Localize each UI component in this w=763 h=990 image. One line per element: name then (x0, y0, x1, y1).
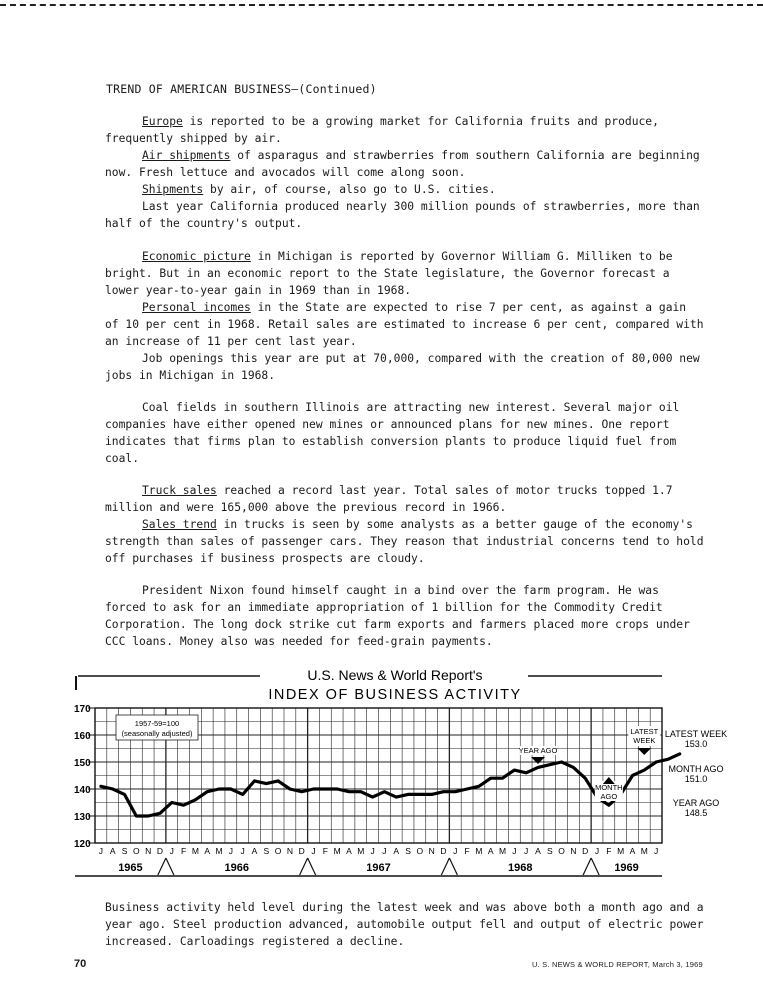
year-label: 1967 (366, 862, 391, 874)
month-label: N (570, 846, 577, 856)
paragraph: Shipments by air, of course, also go to U.S. cities. (142, 183, 496, 196)
month-label: S (263, 846, 270, 856)
side-label-value: 151.0 (684, 774, 708, 784)
month-label: O (133, 846, 140, 856)
underlined-lead: Sales trend (142, 518, 217, 531)
side-label-value: 148.5 (684, 808, 708, 818)
month-label: N (145, 846, 152, 856)
underlined-lead: Personal incomes (142, 301, 251, 314)
month-label: J (169, 846, 174, 856)
chart-subtitle: INDEX OF BUSINESS ACTIVITY (268, 687, 522, 703)
paragraph: Job openings this year are put at 70,000, compared with the creation of 80,000 new jobs in Michigan in 1968. (105, 352, 700, 382)
paragraph: Coal fields in southern Illinois are attracting new interest. Several major oil companies have either opened new mines or announced plans for new mines. One report indicates that firms plan to establish conversion plants to produce liquid fuel from coal. (105, 401, 680, 465)
month-label: D (440, 846, 447, 856)
note-text: (seasonally adjusted) (121, 729, 193, 738)
year-label: 1966 (224, 862, 249, 874)
month-label: M (617, 846, 625, 856)
year-separator (441, 858, 449, 875)
month-label: N (286, 846, 293, 856)
latest-week-label: WEEK (633, 736, 656, 745)
chart-summary-text: Business activity held level during the latest week and was above both a month ago and a year ago. Steel production advanced, automobile output fell and output of electric power increased. Carloadings registered a decline. (105, 901, 704, 948)
month-label: N (428, 846, 435, 856)
y-tick-label: 170 (74, 704, 91, 715)
page-number: 70 (74, 958, 87, 970)
month-ago-label: MONTH (595, 783, 623, 792)
underlined-lead: Europe (142, 115, 183, 128)
month-label: M (191, 846, 199, 856)
month-label: A (629, 846, 636, 856)
side-label-title: MONTH AGO (668, 764, 724, 774)
month-label: J (370, 846, 375, 856)
month-label: S (546, 846, 553, 856)
latest-week-label: LATEST (630, 727, 659, 736)
year-separator (308, 858, 316, 875)
latest-week-marker (637, 748, 651, 755)
month-label: O (274, 846, 282, 856)
month-label: M (333, 846, 341, 856)
month-label: F (322, 846, 328, 856)
month-label: A (251, 846, 258, 856)
year-separator (158, 858, 166, 875)
paragraph: Sales trend in trucks is seen by some analysts as a better gauge of the economy's strength than sales of passenger cars. They reason that industrial concerns tend to hold off purchases if business prospects are cloudy. (105, 518, 704, 565)
month-label: J (594, 846, 600, 856)
chart-summary (105, 899, 705, 950)
month-label: A (204, 846, 211, 856)
month-label: J (524, 846, 529, 856)
month-label: S (121, 846, 128, 856)
paragraph: Personal incomes in the State are expected to rise 7 per cent, as against a gain of 10 per cent in 1968. Retail sales are estimated to increase 6 per cent, compared with an increase of 11 per cent last year. (105, 301, 704, 348)
month-label: A (487, 846, 494, 856)
side-label-title: LATEST WEEK (664, 729, 728, 739)
month-label: A (535, 846, 541, 856)
year-label: 1968 (508, 862, 533, 874)
month-label: O (558, 846, 565, 856)
month-label: O (416, 846, 424, 856)
year-separator (300, 858, 308, 875)
article-section-trucks (105, 482, 705, 567)
chart-title: U.S. News & World Report's (307, 667, 483, 683)
page-heading: TREND OF AMERICAN BUSINESS—(Continued) (106, 82, 377, 96)
underlined-lead: Shipments (142, 183, 204, 196)
month-label: F (464, 846, 470, 856)
month-ago-label: AGO (600, 792, 618, 801)
paragraph: President Nixon found himself caught in a bind over the farm program. He was forced to ask for an immediate appropriation of 1 billion for the Commodity Credit Corporation. The long dock strike cut farm exports and farmers placed more crops under CCC loans. Money also was needed for feed-grain payments. (105, 584, 690, 648)
paragraph: Truck sales reached a record last year. Total sales of motor trucks topped 1.7 million and were 165,000 above the previous record in 1966. (105, 484, 673, 514)
month-label: J (98, 846, 104, 856)
article-section-coal (105, 399, 705, 467)
y-tick-label: 160 (74, 731, 91, 742)
month-label: D (156, 846, 164, 856)
year-separator (449, 858, 457, 875)
y-tick-label: 150 (74, 758, 91, 769)
article-section-california (105, 113, 705, 232)
year-separator (591, 858, 599, 875)
year-ago-label: YEAR AGO (518, 746, 558, 755)
business-index-chart (70, 660, 750, 885)
month-label: J (512, 846, 517, 856)
month-label: J (240, 846, 245, 856)
year-separator (583, 858, 591, 875)
month-label: J (311, 846, 316, 856)
month-label: M (215, 846, 223, 856)
publication-credit: U. S. NEWS & WORLD REPORT, March 3, 1969 (532, 960, 703, 969)
month-label: A (346, 846, 352, 856)
paragraph: Air shipments of asparagus and strawberries from southern California are beginning now. Fresh lettuce and avocados will come along soon. (105, 149, 700, 179)
note-text: 1957-59=100 (134, 719, 180, 728)
underlined-lead: Economic picture (142, 250, 251, 263)
month-label: J (382, 846, 387, 856)
side-label-value: 153.0 (684, 739, 708, 749)
paragraph: Europe is reported to be a growing market for California fruits and produce, frequently shipped by air. (105, 115, 659, 145)
y-tick-label: 120 (74, 839, 91, 850)
article-section-michigan (105, 248, 705, 384)
month-label: M (475, 846, 483, 856)
month-label: J (653, 846, 659, 856)
paragraph: Economic picture in Michigan is reported by Governor William G. Milliken to be bright. But in an economic report to the State legislature, the Governor forecast a lower year-to-year gain in 1969 than in 1968. (105, 250, 673, 297)
month-label: A (393, 846, 400, 856)
year-label: 1969 (614, 862, 639, 874)
month-label: D (582, 846, 589, 856)
month-label: J (228, 846, 233, 856)
month-label: D (298, 846, 305, 856)
month-label: F (606, 846, 612, 856)
title-bracket (75, 676, 77, 690)
month-label: M (357, 846, 365, 856)
y-tick-label: 140 (74, 785, 91, 796)
chart-svg (70, 660, 750, 885)
underlined-lead: Truck sales (142, 484, 217, 497)
month-label: A (109, 846, 116, 856)
month-label: M (640, 846, 648, 856)
article-section-farm (105, 582, 705, 650)
year-separator (166, 858, 174, 875)
underlined-lead: Air shipments (142, 149, 231, 162)
year-label: 1965 (118, 862, 143, 874)
side-label-title: YEAR AGO (672, 798, 720, 808)
month-label: S (405, 846, 411, 856)
month-label: F (180, 846, 187, 856)
month-label: M (498, 846, 507, 856)
month-label: J (453, 846, 458, 856)
top-rule (0, 4, 763, 6)
year-ago-marker (531, 757, 545, 764)
paragraph: Last year California produced nearly 300 million pounds of strawberries, more than half of the country's output. (105, 200, 700, 230)
y-tick-label: 130 (74, 812, 91, 823)
